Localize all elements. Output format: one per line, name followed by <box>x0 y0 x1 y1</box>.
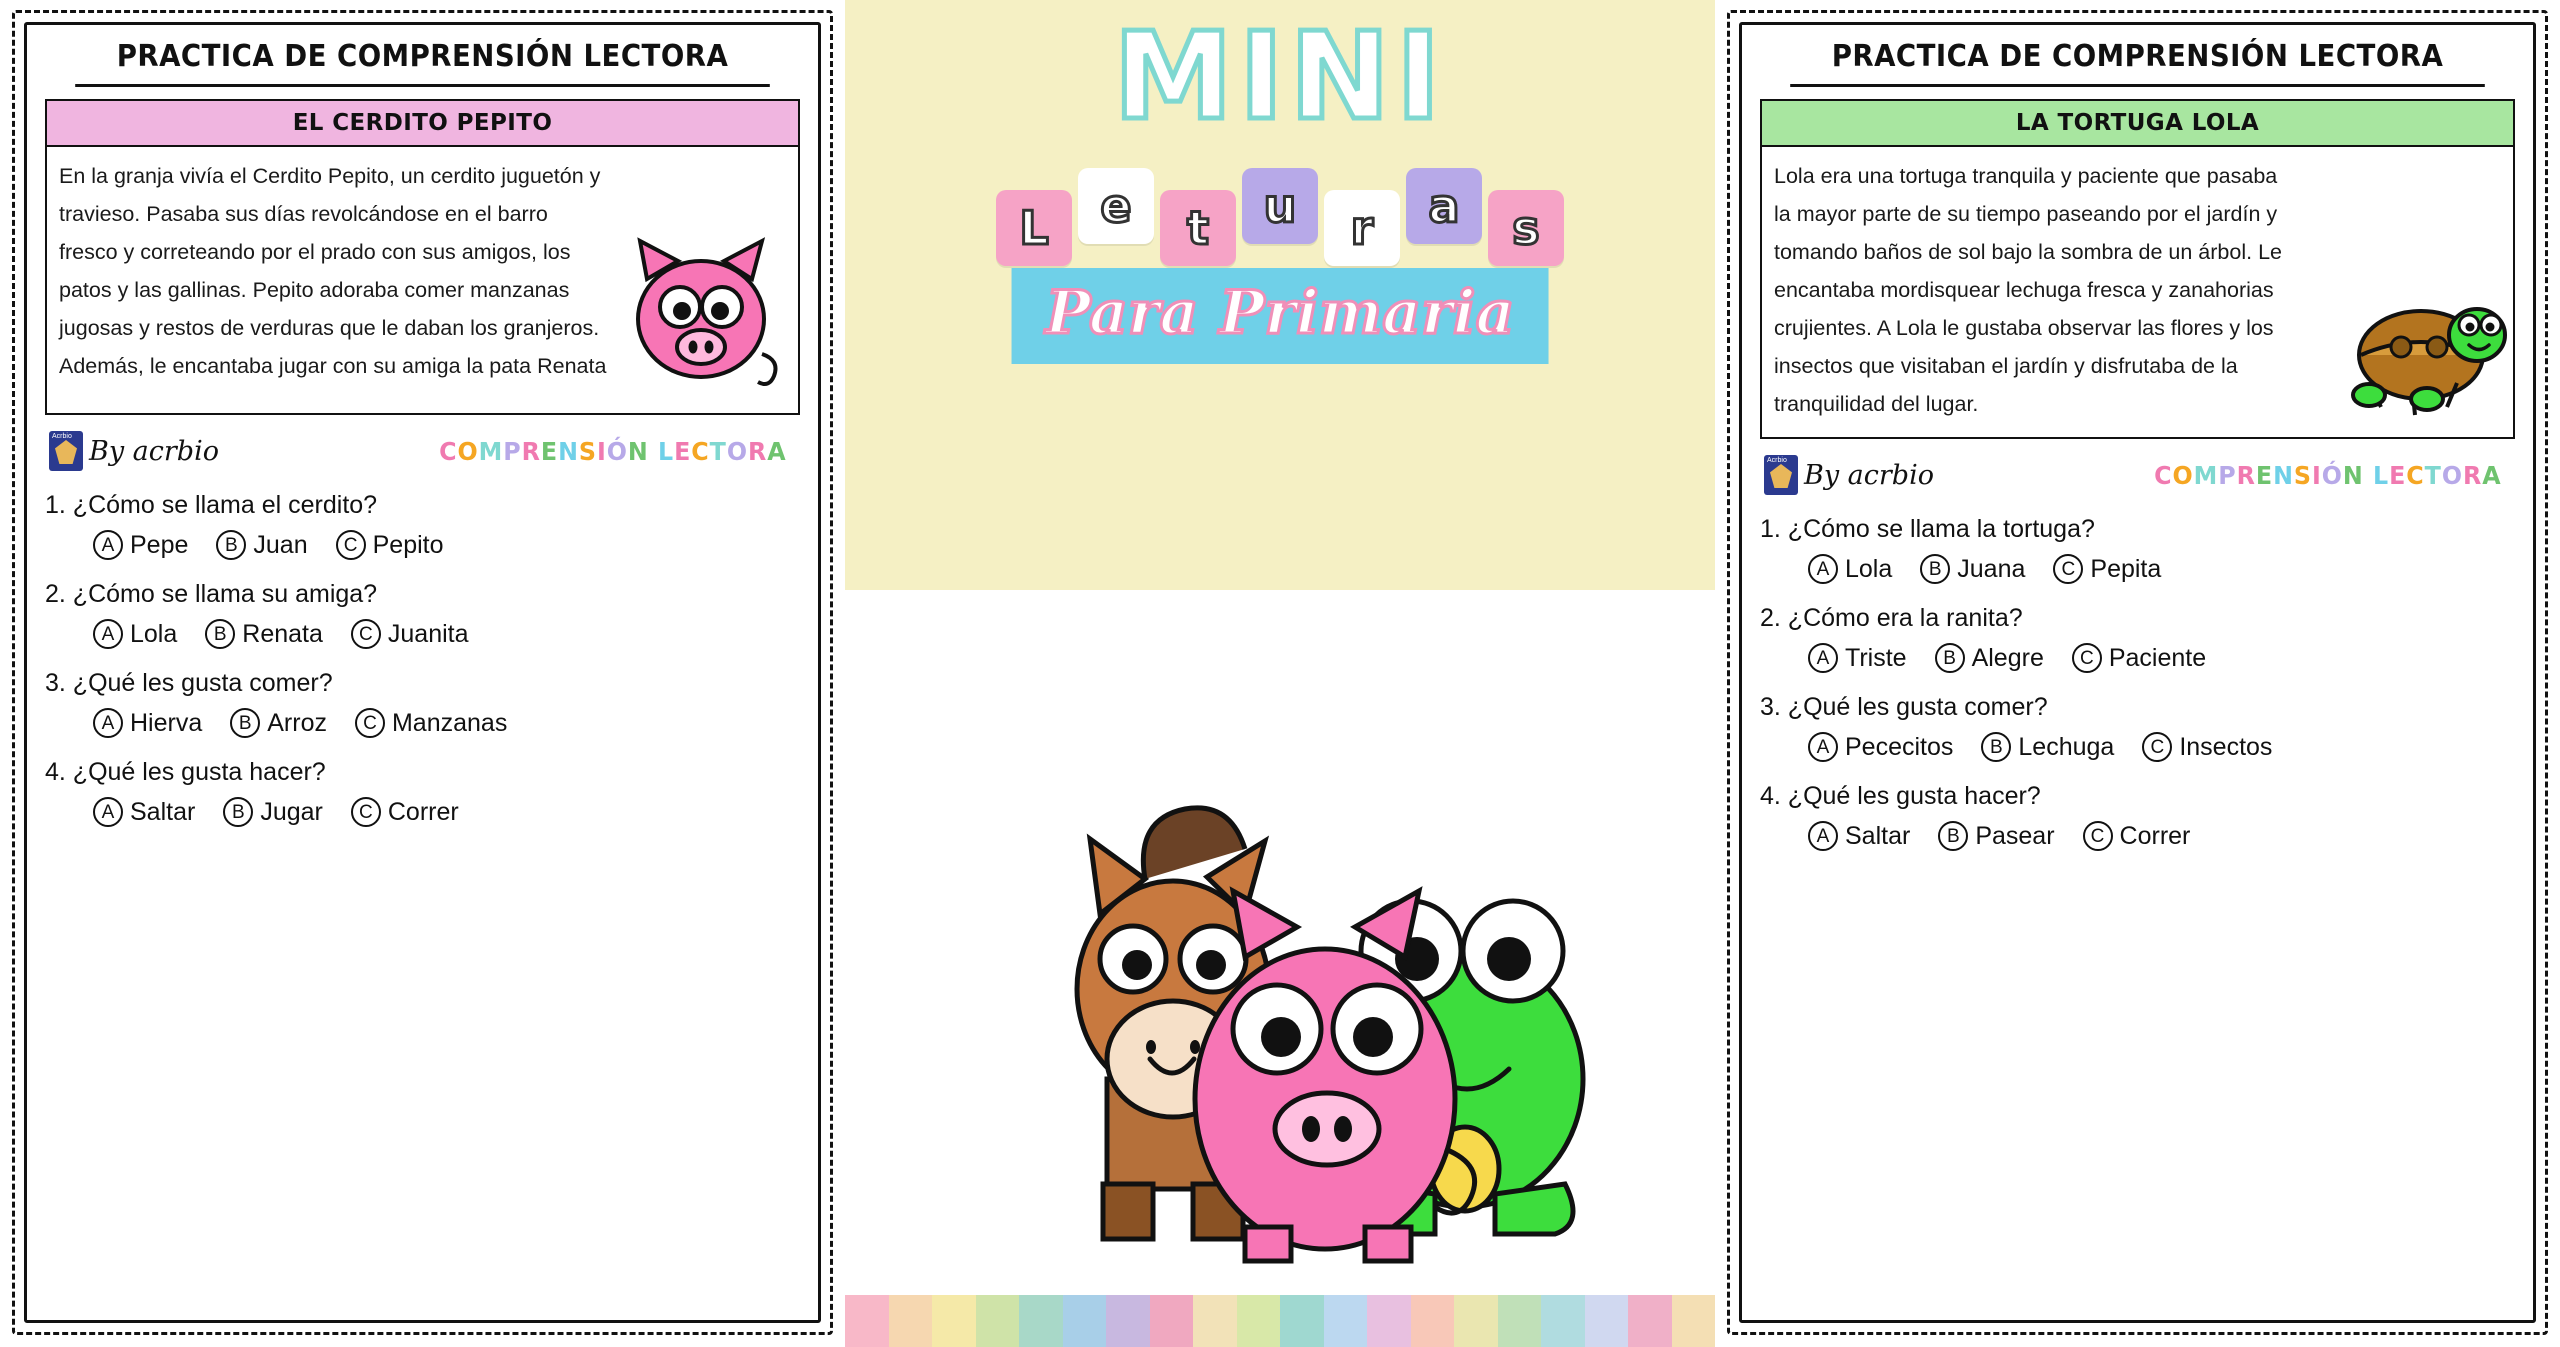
option-bubble[interactable]: C <box>2072 643 2102 673</box>
credit-row-left <box>45 425 800 477</box>
answer-options <box>45 797 800 827</box>
option-bubble[interactable]: C <box>2083 821 2113 851</box>
option-label: Correr <box>387 797 459 826</box>
answer-option[interactable] <box>1981 732 2114 762</box>
story-box-right <box>1760 147 2515 439</box>
color-swatch <box>1193 1295 1237 1347</box>
option-label: Pececitos <box>1845 732 1954 761</box>
answer-option[interactable] <box>2083 821 2191 851</box>
answer-option[interactable] <box>1920 554 2025 584</box>
answer-options <box>45 708 800 738</box>
answer-option[interactable] <box>93 797 195 827</box>
option-label: Lola <box>1845 554 1893 583</box>
pig-illustration <box>602 219 792 409</box>
answer-option[interactable] <box>1938 821 2054 851</box>
answer-option[interactable] <box>2053 554 2161 584</box>
answer-options <box>45 619 800 649</box>
color-swatch <box>1280 1295 1324 1347</box>
cover-letter-tile: t <box>1160 190 1236 266</box>
answer-option[interactable] <box>223 797 323 827</box>
question-block <box>45 491 800 560</box>
color-swatch <box>1454 1295 1498 1347</box>
option-label: Manzanas <box>391 708 508 737</box>
color-swatch <box>1324 1295 1368 1347</box>
option-label: Lola <box>130 619 178 648</box>
option-label: Hierva <box>130 708 203 737</box>
option-label: Juana <box>1957 554 2026 583</box>
answer-option[interactable] <box>1808 821 1910 851</box>
answer-option[interactable] <box>216 530 307 560</box>
color-swatch <box>1585 1295 1629 1347</box>
option-bubble[interactable]: B <box>1938 821 1968 851</box>
option-bubble[interactable]: C <box>351 797 381 827</box>
option-bubble[interactable]: A <box>93 797 123 827</box>
answer-option[interactable] <box>93 708 202 738</box>
question-block <box>45 580 800 649</box>
option-bubble[interactable]: C <box>351 619 381 649</box>
answer-option[interactable] <box>336 530 444 560</box>
option-bubble[interactable]: B <box>1935 643 1965 673</box>
option-bubble[interactable]: C <box>2142 732 2172 762</box>
option-label: Triste <box>1845 643 1907 672</box>
question-text: 3. ¿Qué les gusta comer? <box>1760 693 2048 721</box>
cover-color-strip <box>845 1295 1715 1347</box>
color-swatch <box>889 1295 933 1347</box>
option-bubble[interactable]: C <box>2053 554 2083 584</box>
option-bubble[interactable]: A <box>93 530 123 560</box>
color-swatch <box>932 1295 976 1347</box>
answer-option[interactable] <box>1935 643 2044 673</box>
cover-animals-illustration <box>845 729 1715 1289</box>
option-bubble[interactable]: C <box>336 530 366 560</box>
question-block <box>45 669 800 738</box>
option-bubble[interactable]: A <box>1808 554 1838 584</box>
option-label: Insectos <box>2179 732 2273 761</box>
answer-option[interactable] <box>205 619 323 649</box>
question-block <box>1760 693 2515 762</box>
question-text: 3. ¿Qué les gusta comer? <box>45 669 333 697</box>
option-label: Paciente <box>2108 643 2207 672</box>
answer-option[interactable] <box>1808 643 1907 673</box>
credit-row-right <box>1760 449 2515 501</box>
answer-options <box>1760 821 2515 851</box>
option-bubble[interactable]: A <box>1808 732 1838 762</box>
question-block <box>1760 782 2515 851</box>
color-swatch <box>1411 1295 1455 1347</box>
story-box-left <box>45 147 800 415</box>
option-label: Alegre <box>1971 643 2044 672</box>
cover-letter-tile: L <box>996 190 1072 266</box>
worksheet-left-content <box>24 22 821 1323</box>
cover-letter-tile: u <box>1242 168 1318 244</box>
option-label: Saltar <box>130 797 196 826</box>
answer-option[interactable] <box>93 619 177 649</box>
option-label: Pepe <box>130 530 189 559</box>
color-swatch <box>1672 1295 1716 1347</box>
question-text: 2. ¿Cómo era la ranita? <box>1760 604 2023 632</box>
color-swatch <box>1019 1295 1063 1347</box>
question-block <box>45 758 800 827</box>
option-bubble[interactable]: B <box>230 708 260 738</box>
answer-option[interactable] <box>1808 554 1892 584</box>
answer-option[interactable] <box>355 708 507 738</box>
answer-option[interactable] <box>351 797 459 827</box>
answer-option[interactable] <box>230 708 327 738</box>
answer-option[interactable] <box>2142 732 2272 762</box>
option-bubble[interactable]: B <box>1920 554 1950 584</box>
option-label: Pepito <box>372 530 444 559</box>
option-label: Renata <box>242 619 323 648</box>
option-bubble[interactable]: A <box>93 708 123 738</box>
option-label: Pepita <box>2090 554 2162 583</box>
page-title-left: PRACTICA DE COMPRENSIÓN LECTORA <box>75 39 770 87</box>
author-badge-icon: Acrbio <box>49 431 83 471</box>
color-swatch <box>1063 1295 1107 1347</box>
color-swatch <box>1541 1295 1585 1347</box>
option-label: Saltar <box>1845 821 1911 850</box>
questions-list-right <box>1760 515 2515 851</box>
byline-text-right: By acrbio <box>1804 459 1934 491</box>
story-text-left: En la granja vivía el Cerdito Pepito, un cerdito juguetón y travieso. Pasaba sus días revolcándose en el barro fresco y correteando por el prado con sus amigos, los patos y las gallinas. Pepito adoraba comer manzanas jugosas y restos de verduras que le daban los granjeros. Además, le encantaba jugar con su amiga la pata Renata <box>59 164 607 378</box>
story-text-right: Lola era una tortuga tranquila y paciente que pasaba la mayor parte de su tiempo paseando por el jardín y tomando baños de sol bajo la sombra de un árbol. Le encantaba mordisquear lechuga fresca y zanahorias crujientes. A Lola le gustaba observar las flores y los insectos que visitaban el jardín y disfrutaba de la tranquilidad del lugar. <box>1774 164 2282 416</box>
option-bubble[interactable]: A <box>93 619 123 649</box>
answer-options <box>1760 732 2515 762</box>
option-bubble[interactable]: C <box>355 708 385 738</box>
color-swatch <box>1237 1295 1281 1347</box>
story-title-right: LA TORTUGA LOLA <box>1760 99 2515 147</box>
cover-letras-tiles <box>845 168 1715 266</box>
question-block <box>1760 515 2515 584</box>
comprension-lectora-logo-right: COMPRENSIÓN LECTORA <box>2154 460 2502 490</box>
turtle-illustration <box>2317 243 2507 433</box>
question-text: 1. ¿Cómo se llama la tortuga? <box>1760 515 2095 543</box>
cover-word-mini: MINI <box>1113 8 1447 147</box>
option-label: Lechuga <box>2018 732 2115 761</box>
color-swatch <box>1150 1295 1194 1347</box>
option-bubble[interactable]: B <box>223 797 253 827</box>
cover-panel <box>845 0 1715 1347</box>
story-title-left: EL CERDITO PEPITO <box>45 99 800 147</box>
answer-option[interactable] <box>1808 732 1953 762</box>
cover-letter-tile: a <box>1406 168 1482 244</box>
option-label: Pasear <box>1975 821 2055 850</box>
byline-left <box>49 431 219 471</box>
answer-option[interactable] <box>2072 643 2206 673</box>
cover-letter-tile: e <box>1078 168 1154 244</box>
question-text: 4. ¿Qué les gusta hacer? <box>1760 782 2041 810</box>
byline-text-left: By acrbio <box>89 435 219 467</box>
color-swatch <box>1498 1295 1542 1347</box>
question-text: 1. ¿Cómo se llama el cerdito? <box>45 491 378 519</box>
question-text: 2. ¿Cómo se llama su amiga? <box>45 580 378 608</box>
option-bubble[interactable]: B <box>205 619 235 649</box>
worksheet-right-content <box>1739 22 2536 1323</box>
color-swatch <box>845 1295 889 1347</box>
worksheet-left <box>0 0 845 1347</box>
question-text: 4. ¿Qué les gusta hacer? <box>45 758 326 786</box>
cover-letter-tile: s <box>1488 190 1564 266</box>
questions-list-left <box>45 491 800 827</box>
option-label: Arroz <box>267 708 327 737</box>
color-swatch <box>976 1295 1020 1347</box>
option-label: Correr <box>2119 821 2191 850</box>
comprension-lectora-logo-left: COMPRENSIÓN LECTORA <box>439 436 787 466</box>
option-label: Juanita <box>387 619 469 648</box>
byline-right <box>1764 455 1934 495</box>
answer-option[interactable] <box>93 530 188 560</box>
author-badge-icon: Acrbio <box>1764 455 1798 495</box>
option-label: Juan <box>253 530 308 559</box>
color-swatch <box>1106 1295 1150 1347</box>
question-block <box>1760 604 2515 673</box>
option-bubble[interactable]: A <box>1808 643 1838 673</box>
option-label: Jugar <box>260 797 323 826</box>
cover-subtitle: Para Primaria <box>1012 268 1549 364</box>
option-bubble[interactable]: B <box>216 530 246 560</box>
color-swatch <box>1367 1295 1411 1347</box>
color-swatch <box>1628 1295 1672 1347</box>
answer-options <box>1760 643 2515 673</box>
cover-letter-tile: r <box>1324 190 1400 266</box>
page-title-right: PRACTICA DE COMPRENSIÓN LECTORA <box>1790 39 2485 87</box>
option-bubble[interactable]: B <box>1981 732 2011 762</box>
answer-options <box>1760 554 2515 584</box>
answer-option[interactable] <box>351 619 469 649</box>
option-bubble[interactable]: A <box>1808 821 1838 851</box>
worksheet-right <box>1715 0 2560 1347</box>
answer-options <box>45 530 800 560</box>
